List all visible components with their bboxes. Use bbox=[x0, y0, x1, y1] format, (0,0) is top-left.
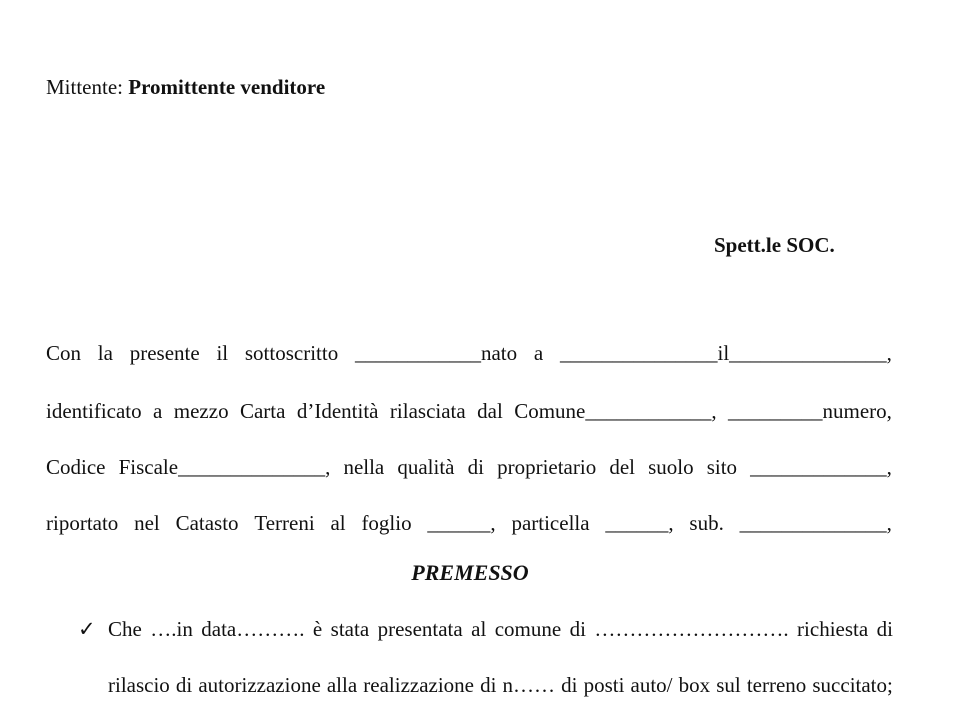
word: di bbox=[561, 673, 578, 697]
word: succitato; bbox=[812, 673, 893, 697]
premesso-heading: PREMESSO bbox=[411, 560, 529, 585]
word: realizzazione bbox=[363, 673, 475, 697]
word: di bbox=[175, 673, 193, 697]
word: sottoscritto bbox=[244, 341, 339, 365]
word: al bbox=[471, 617, 487, 641]
checkmark-icon: ✓ bbox=[78, 617, 96, 641]
recipient-line: Spett.le SOC. bbox=[714, 233, 835, 257]
body-line-4 bbox=[46, 510, 892, 536]
word: di bbox=[480, 673, 497, 697]
word: Fiscale______________, bbox=[118, 455, 331, 479]
word: richiesta bbox=[797, 617, 869, 641]
word: di bbox=[876, 617, 893, 641]
word: ______________, bbox=[739, 511, 892, 535]
word: suolo bbox=[648, 455, 694, 479]
word: presente bbox=[129, 341, 200, 365]
word: ____________nato bbox=[354, 341, 518, 365]
word: comune bbox=[494, 617, 562, 641]
body-line-2 bbox=[46, 398, 892, 424]
word: nel bbox=[134, 511, 160, 535]
word: Terreni bbox=[254, 511, 315, 535]
word: ….in bbox=[150, 617, 193, 641]
word: stata bbox=[330, 617, 370, 641]
word: ______, bbox=[427, 511, 496, 535]
word: mezzo bbox=[173, 399, 229, 423]
word: ______, bbox=[605, 511, 674, 535]
list-item-line-2 bbox=[108, 672, 893, 698]
word: dal bbox=[477, 399, 503, 423]
word: riportato bbox=[46, 511, 119, 535]
word: a bbox=[533, 341, 544, 365]
word: data………. bbox=[201, 617, 305, 641]
word: del bbox=[609, 455, 635, 479]
word: ………………………. bbox=[594, 617, 789, 641]
list-item-line-1 bbox=[108, 616, 893, 642]
word: foglio bbox=[361, 511, 412, 535]
word: sul bbox=[716, 673, 741, 697]
word: _________numero, bbox=[728, 399, 892, 423]
word: presentata bbox=[377, 617, 463, 641]
word: di bbox=[467, 455, 484, 479]
word: Con bbox=[46, 341, 82, 365]
word: _______________il_______________, bbox=[560, 341, 892, 365]
sender-line bbox=[46, 74, 325, 100]
word: al bbox=[330, 511, 346, 535]
word: terreno bbox=[746, 673, 807, 697]
word: box bbox=[678, 673, 711, 697]
word: autorizzazione bbox=[198, 673, 321, 697]
word: alla bbox=[326, 673, 358, 697]
word: è bbox=[312, 617, 323, 641]
word: sub. bbox=[689, 511, 724, 535]
word: proprietario bbox=[497, 455, 597, 479]
body-line-1 bbox=[46, 340, 892, 366]
word: rilasciata bbox=[389, 399, 466, 423]
sender-value: Promittente venditore bbox=[128, 75, 326, 99]
word: Codice bbox=[46, 455, 106, 479]
word: Catasto bbox=[175, 511, 239, 535]
word: a bbox=[153, 399, 163, 423]
word: d’Identità bbox=[296, 399, 379, 423]
word: il bbox=[216, 341, 229, 365]
body-line-3 bbox=[46, 454, 892, 480]
word: Comune____________, bbox=[514, 399, 717, 423]
word: nella bbox=[343, 455, 385, 479]
word: qualità bbox=[397, 455, 455, 479]
sender-label: Mittente: bbox=[46, 75, 123, 99]
word: identificato bbox=[46, 399, 142, 423]
word: Che bbox=[108, 617, 142, 641]
word: rilascio bbox=[108, 673, 170, 697]
word: sito bbox=[706, 455, 738, 479]
word: Carta bbox=[239, 399, 286, 423]
word: particella bbox=[511, 511, 590, 535]
word: auto/ bbox=[630, 673, 673, 697]
word: posti bbox=[583, 673, 625, 697]
word: n…… bbox=[502, 673, 556, 697]
word: _____________, bbox=[750, 455, 892, 479]
word: di bbox=[569, 617, 586, 641]
word: la bbox=[97, 341, 113, 365]
